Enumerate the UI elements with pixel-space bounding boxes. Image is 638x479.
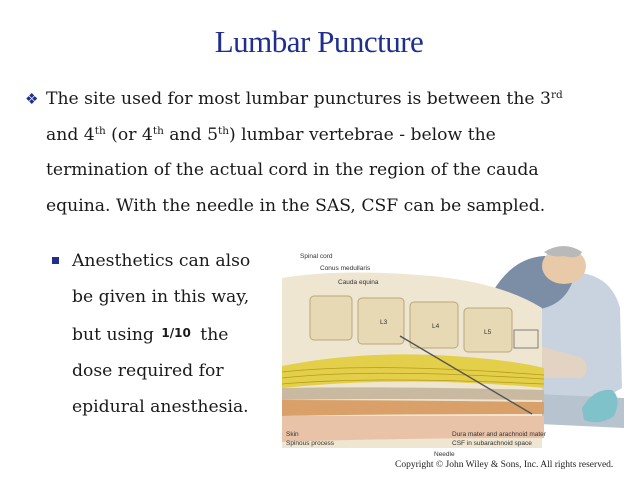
label-cauda: Cauda equina xyxy=(338,279,379,286)
sub-bullet xyxy=(52,243,282,425)
sub-line-3: but using 1/10 the xyxy=(72,325,229,345)
label-l5: L5 xyxy=(484,329,492,336)
main-paragraph xyxy=(26,82,626,224)
sub-line-2: be given in this way, xyxy=(72,287,250,307)
slide-title: Lumbar Puncture xyxy=(214,24,424,59)
paragraph-line-4: equina. With the needle in the SAS, CSF can be sampled. xyxy=(46,195,546,216)
square-bullet-icon xyxy=(52,257,59,264)
sub-line-1: Anesthetics can also xyxy=(72,251,251,271)
paragraph-line-1: ❖ The site used for most lumbar punctures is between the 3rd xyxy=(26,82,626,118)
sub-line-5: epidural anesthesia. xyxy=(72,397,249,417)
copyright-notice: Copyright © John Wiley & Sons, Inc. All rights reserved. xyxy=(395,460,614,470)
label-conus: Conus medullaris xyxy=(320,265,371,272)
label-dura: Dura mater and arachnoid mater xyxy=(452,431,546,438)
diamond-bullet-icon: ❖ xyxy=(25,90,39,108)
label-skin: Skin xyxy=(286,431,299,438)
label-needle: Needle xyxy=(434,451,455,458)
fraction-label: 1/10 xyxy=(161,326,191,340)
paragraph-line-3: termination of the actual cord in the region of the cauda xyxy=(46,160,539,180)
sub-line-4: dose required for xyxy=(72,361,224,381)
lumbar-puncture-illustration xyxy=(282,238,624,458)
label-spinal-cord: Spinal cord xyxy=(300,253,333,260)
label-spinous: Spinous process xyxy=(286,440,335,447)
label-csf: CSF in subarachnoid space xyxy=(452,440,532,447)
label-l3: L3 xyxy=(380,319,388,326)
paragraph-line-2: and 4th (or 4th and 5th) lumbar vertebrae - below the xyxy=(46,124,496,145)
label-l4: L4 xyxy=(432,323,440,330)
